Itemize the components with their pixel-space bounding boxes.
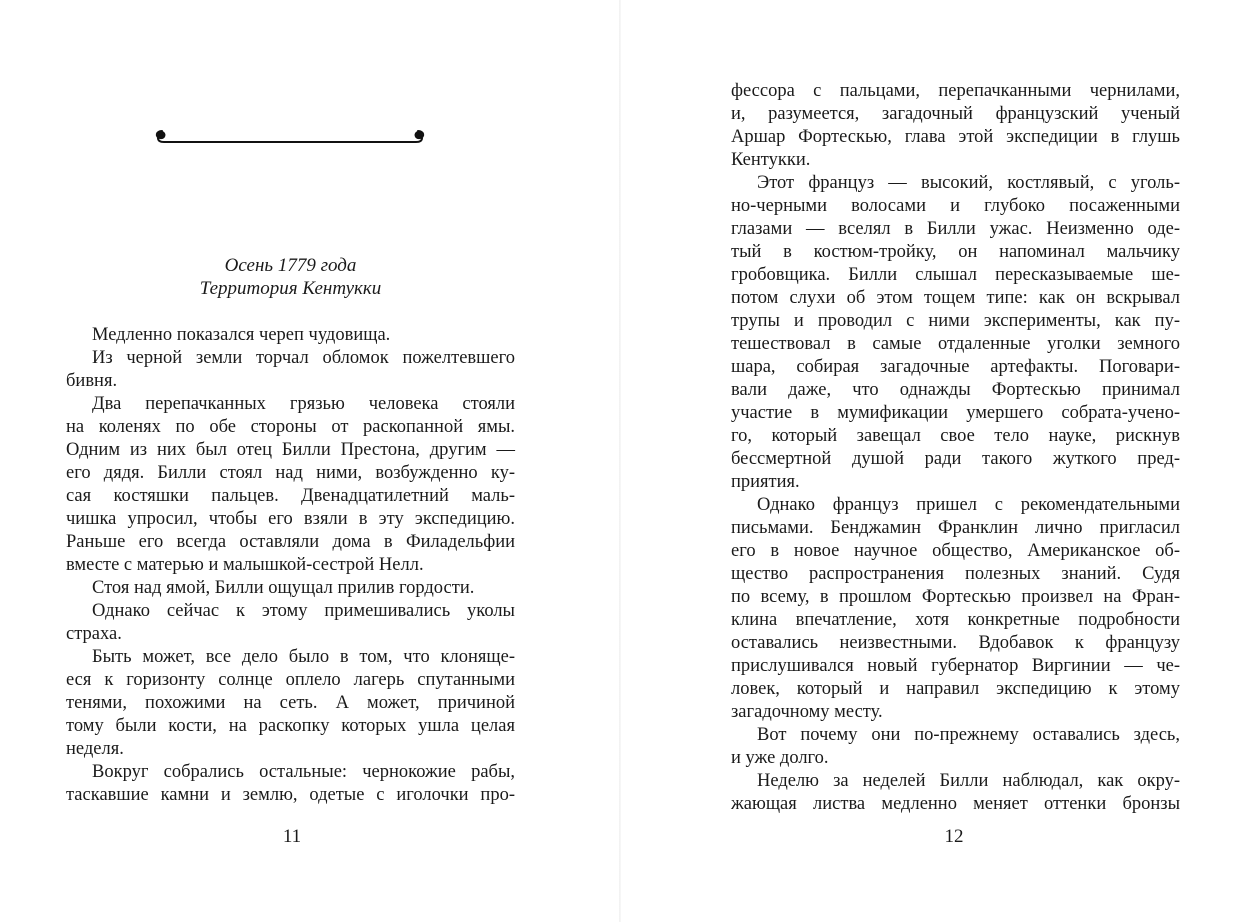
text-line: сая костяшки пальцев. Двенадцатилетний маль- bbox=[66, 486, 515, 506]
text-line: щество распространения полезных знаний. Судя bbox=[731, 564, 1180, 584]
text-line: прислушивался новый губернатор Виргинии — че- bbox=[731, 656, 1180, 676]
chapter-heading bbox=[66, 254, 515, 300]
text-line: клина впечатление, хотя конкретные подробности bbox=[731, 610, 1180, 630]
text-line: бивня. bbox=[66, 371, 118, 391]
text-line: еся к горизонту солнце оплело лагерь спутанными bbox=[66, 670, 515, 690]
heading-place: Территория Кентукки bbox=[199, 278, 382, 299]
page-number: 12 bbox=[944, 826, 964, 847]
text-line: тому были кости, на раскопку которых ушла целая bbox=[66, 716, 515, 736]
text-line: Однако сейчас к этому примешивались уколы bbox=[92, 601, 515, 621]
text-line: го, который завещал свое тело науке, рискнув bbox=[731, 426, 1180, 446]
text-line: Этот француз — высокий, костлявый, с уголь- bbox=[757, 173, 1180, 193]
text-line: Аршар Фортескью, глава этой экспедиции в глушь bbox=[731, 127, 1180, 147]
text-line: его в новое научное общество, Американское об- bbox=[731, 541, 1180, 561]
text-line: тешествовал в самые отдаленные уголки земного bbox=[731, 334, 1180, 354]
text-line: и уже долго. bbox=[731, 748, 829, 768]
text-line: страха. bbox=[66, 624, 122, 644]
text-line: Быть может, все дело было в том, что клоняще- bbox=[92, 647, 515, 667]
heading-date: Осень 1779 года bbox=[224, 255, 357, 276]
text-line: оставались неизвестными. Вдобавок к французу bbox=[731, 633, 1180, 653]
text-line: вместе с матерью и малышкой-сестрой Нелл. bbox=[66, 555, 424, 575]
text-line: Из черной земли торчал обломок пожелтевшего bbox=[92, 348, 515, 368]
text-line: Раньше его всегда оставляли дома в Филадельфии bbox=[66, 532, 515, 552]
text-line: неделя. bbox=[66, 739, 124, 759]
text-line: потом слухи об этом тощем типе: как он вскрывал bbox=[731, 288, 1180, 308]
text-line: но-черными волосами и глубоко посаженными bbox=[731, 196, 1180, 216]
text-line: Медленно показался череп чудовища. bbox=[92, 325, 391, 345]
text-line: шара, собирая загадочные артефакты. Поговари- bbox=[731, 357, 1180, 377]
right-page bbox=[621, 0, 1236, 922]
text-line: Неделю за неделей Билли наблюдал, как окру- bbox=[757, 771, 1180, 791]
text-line: бессмертной душой ради такого жуткого пред- bbox=[731, 449, 1180, 469]
text-line: письмами. Бенджамин Франклин лично пригласил bbox=[731, 518, 1180, 538]
text-line: фессора с пальцами, перепачканными чернилами, bbox=[731, 81, 1180, 101]
text-line: жающая листва медленно меняет оттенки бронзы bbox=[731, 794, 1180, 814]
text-line: вали даже, что однажды Фортескью принимал bbox=[731, 380, 1180, 400]
decorative-scroll-rule bbox=[152, 122, 428, 146]
text-line: чишка упросил, чтобы его взяли в эту экспедицию. bbox=[66, 509, 515, 529]
text-line: гробовщика. Билли слышал пересказываемые ше- bbox=[731, 265, 1180, 285]
text-line: участие в мумификации умершего собрата-учено- bbox=[731, 403, 1180, 423]
text-line: тый в костюм-тройку, он напоминал мальчику bbox=[731, 242, 1180, 262]
text-line: трупы и проводил с ними эксперименты, как пу- bbox=[731, 311, 1180, 331]
text-line: Кентукки. bbox=[731, 150, 811, 170]
left-page-text bbox=[66, 324, 515, 807]
text-line: Два перепачканных грязью человека стояли bbox=[92, 394, 515, 414]
text-line: ловек, который и направил экспедицию к этому bbox=[731, 679, 1180, 699]
text-line: по всему, в прошлом Фортескью произвел на Фран- bbox=[731, 587, 1180, 607]
text-line: таскавшие камни и землю, одетые с иголочки про- bbox=[66, 785, 515, 805]
text-line: на коленях по обе стороны от раскопанной ямы. bbox=[66, 417, 515, 437]
text-line: приятия. bbox=[731, 472, 800, 492]
text-line: тенями, похожими на сеть. А может, причиной bbox=[66, 693, 515, 713]
text-line: Одним из них был отец Билли Престона, другим — bbox=[66, 440, 515, 460]
text-line: и, разумеется, загадочный французский ученый bbox=[731, 104, 1180, 124]
text-line: Однако француз пришел с рекомендательными bbox=[757, 495, 1180, 515]
text-line: Стоя над ямой, Билли ощущал прилив гордости. bbox=[92, 578, 475, 598]
page-number: 11 bbox=[282, 826, 302, 847]
text-line: Вокруг собрались остальные: чернокожие рабы, bbox=[92, 762, 515, 782]
right-page-text bbox=[731, 80, 1180, 816]
text-line: глазами — вселял в Билли ужас. Неизменно оде- bbox=[731, 219, 1180, 239]
text-line: загадочному месту. bbox=[731, 702, 883, 722]
text-line: Вот почему они по-прежнему оставались здесь, bbox=[757, 725, 1180, 745]
text-line: его дядя. Билли стоял над ними, возбужденно ку- bbox=[66, 463, 515, 483]
